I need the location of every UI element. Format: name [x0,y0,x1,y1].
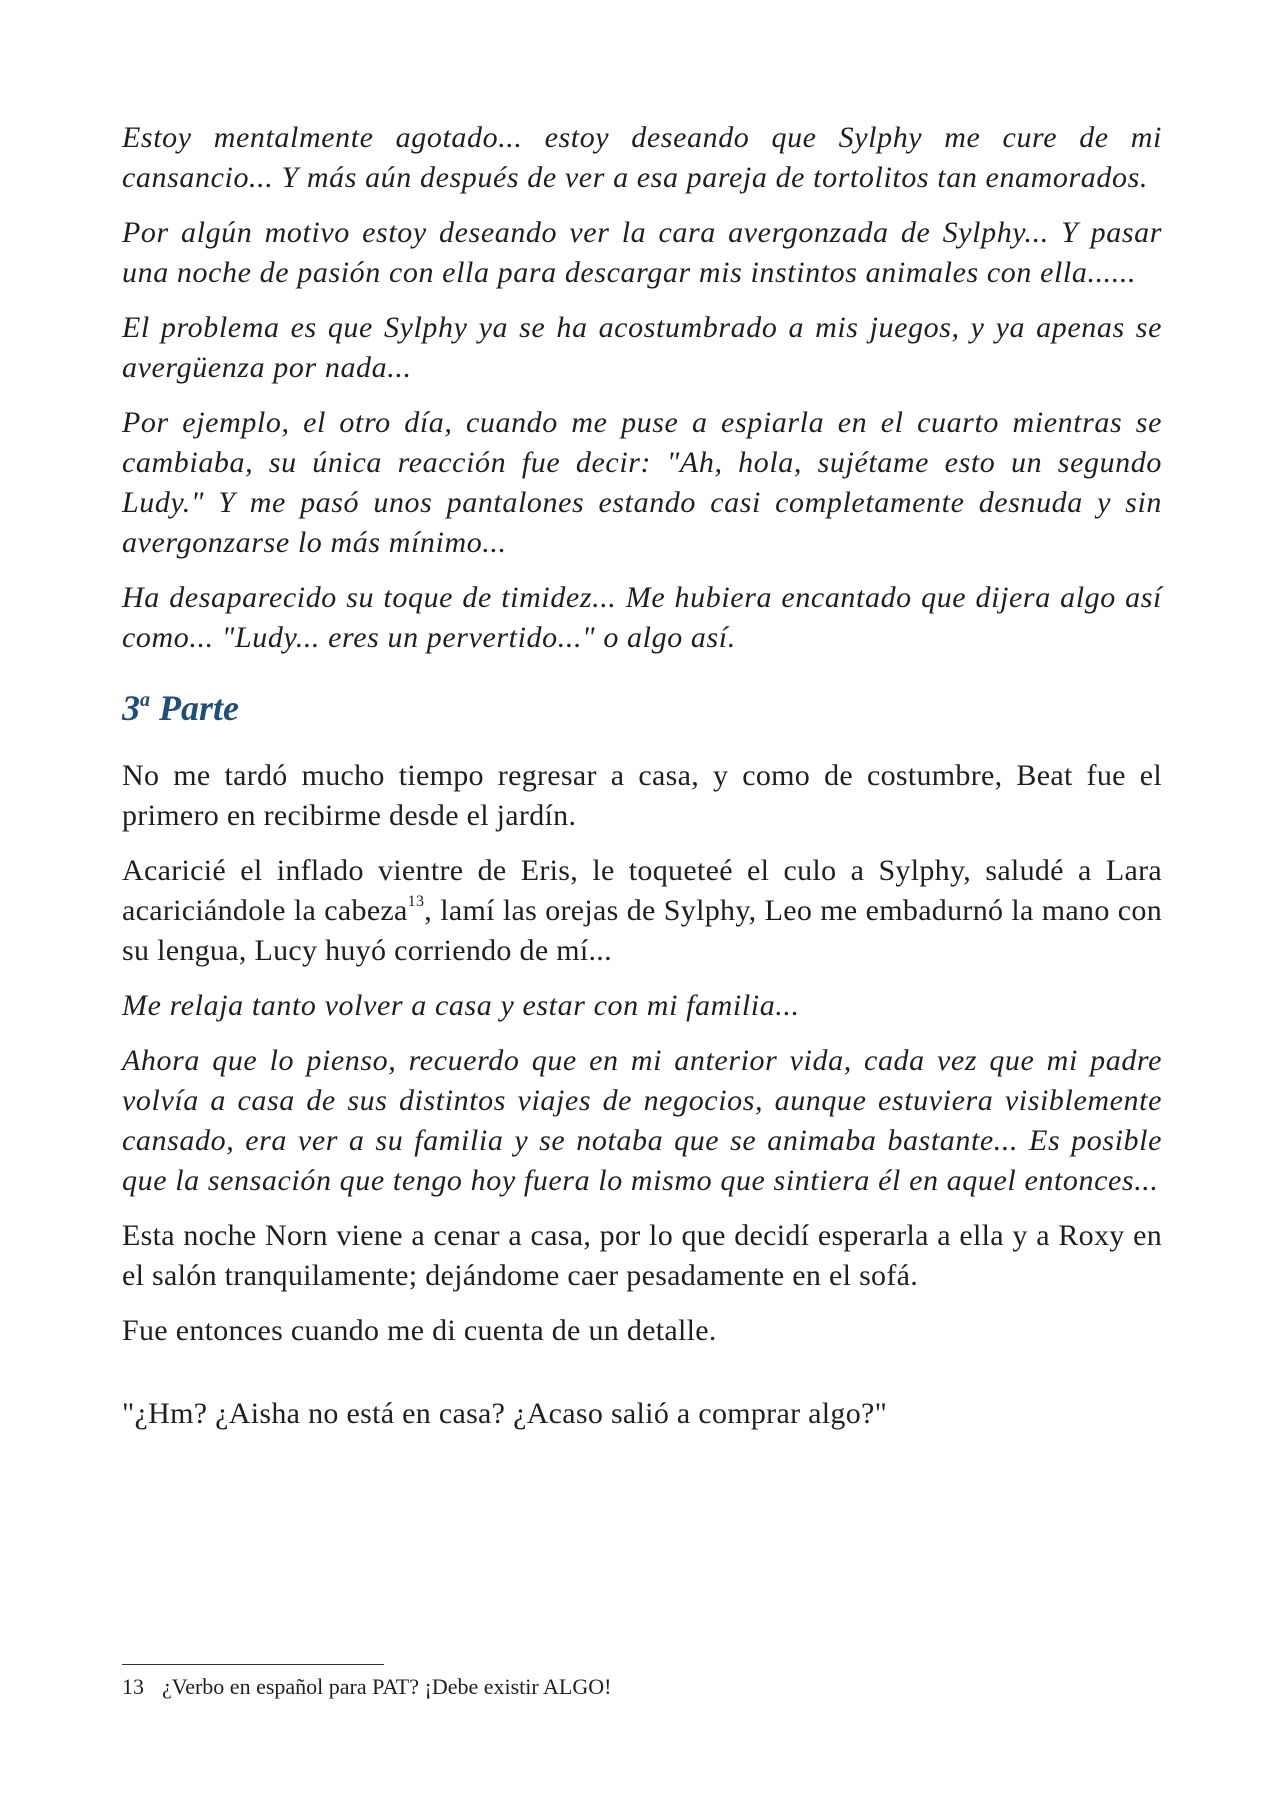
footnote-number: 13 [122,1674,144,1699]
paragraph: Por algún motivo estoy deseando ver la cara avergonzada de Sylphy... Y pasar una noche de pasión con ella para descargar mis instintos animales con ella...... [122,216,1162,289]
paragraph: Ahora que lo pienso, recuerdo que en mi anterior vida, cada vez que mi padre volvía a casa de sus distintos viajes de negocios, aunque estuviera visiblemente cansado, era ver a su familia y se notaba que se animaba bastante... Es posible que la sensación que tengo hoy fuera lo mismo que sintiera él en aquel entonces... [122,1044,1162,1197]
paragraph: Fue entonces cuando me di cuenta de un detalle. [122,1314,717,1347]
paragraph: Esta noche Norn viene a cenar a casa, por lo que decidí esperarla a ella y a Roxy en el salón tranquilamente; dejándome caer pesadamente en el sofá. [122,1219,1162,1292]
paragraph-text: , lamí las orejas de Sylphy, Leo me embadurnó la mano con su lengua, Lucy huyó corriendo de mí... [122,894,1162,967]
paragraph: El problema es que Sylphy ya se ha acostumbrado a mis juegos, y ya apenas se avergüenza por nada... [122,311,1162,384]
heading-number: 3 [122,688,140,728]
page-body [122,118,1162,1449]
section-heading [122,686,1162,730]
paragraph-with-footnote-ref [122,851,1162,971]
spacer [122,1366,1162,1394]
footnote-text: ¿Verbo en español para PAT? ¡Debe existir ALGO! [162,1674,612,1699]
footnote-ref[interactable]: 13 [407,893,425,910]
footnote-divider [122,1664,384,1665]
paragraph: Estoy mentalmente agotado... estoy deseando que Sylphy me cure de mi cansancio... Y más aún después de ver a esa pareja de tortolitos tan enamorados. [122,121,1162,194]
dialogue-line: "¿Hm? ¿Aisha no está en casa? ¿Acaso salió a comprar algo?" [122,1397,888,1430]
paragraph: Por ejemplo, el otro día, cuando me puse a espiarla en el cuarto mientras se cambiaba, su única reacción fue decir: "Ah, hola, sujétame esto un segundo Ludy." Y me pasó unos pantalones estando casi completamente desnuda y sin avergonzarse lo más mínimo... [122,406,1162,559]
paragraph: Ha desaparecido su toque de timidez... Me hubiera encantado que dijera algo así como... "Ludy... eres un pervertido..." o algo así. [122,581,1162,654]
paragraph: Me relaja tanto volver a casa y estar con mi familia... [122,989,800,1022]
heading-word: Parte [159,688,239,728]
footnote [122,1672,611,1702]
paragraph-text: Acaricié el inflado vientre de Eris, le toqueteé el culo a Sylphy, saludé a Lara acariciándole la cabeza [122,854,1162,927]
heading-ordinal: a [140,689,150,711]
paragraph: No me tardó mucho tiempo regresar a casa, y como de costumbre, Beat fue el primero en recibirme desde el jardín. [122,759,1162,832]
